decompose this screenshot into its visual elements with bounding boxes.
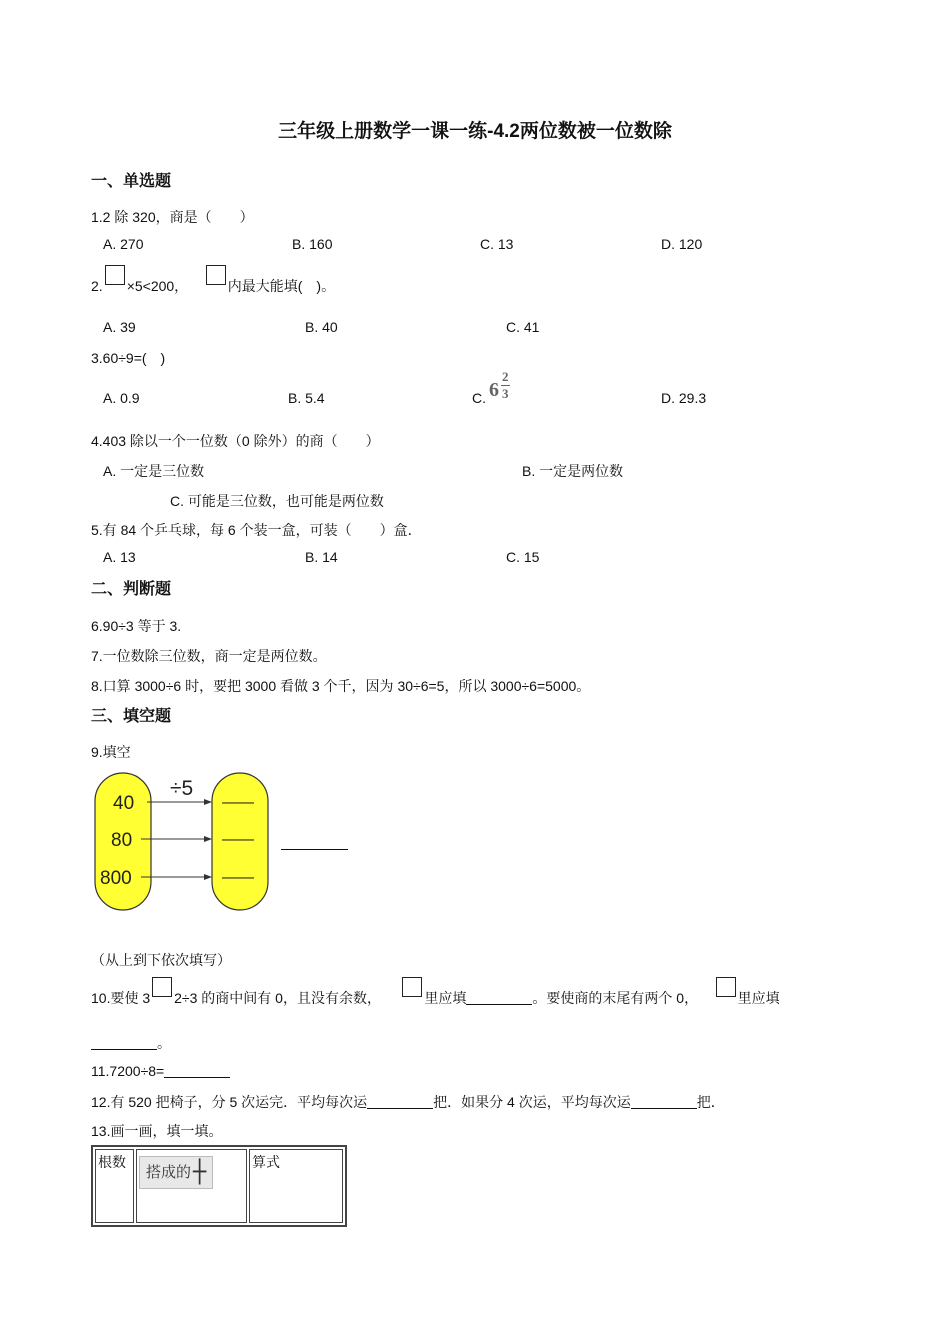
q4-option-a[interactable]: A. 一定是三位数: [103, 463, 205, 479]
output-blank[interactable]: ——: [222, 831, 254, 848]
question-6: 6.90÷3 等于 3.: [91, 618, 182, 634]
q3-option-c-denominator: 3: [502, 386, 509, 401]
q3-option-a[interactable]: A. 0.9: [103, 390, 140, 406]
question-11: [91, 1063, 230, 1079]
q12-end: 把．: [696, 1094, 725, 1110]
blank-box-icon: [105, 265, 125, 285]
question-5: 5.有 84 个乒乓球，每 6 个装一盒，可装（ ）盒．: [91, 522, 422, 538]
blank-box-icon: [402, 977, 422, 997]
q12-blank-2[interactable]: [631, 1094, 697, 1109]
q3-option-b[interactable]: B. 5.4: [288, 390, 325, 406]
question-4: 4.403 除以一个一位数（0 除外）的商（ ）: [91, 433, 380, 449]
table-header-shape: [136, 1149, 247, 1223]
q10-end: 。: [157, 1035, 171, 1051]
q10-blank-1[interactable]: [466, 990, 532, 1005]
q11-text: 11.7200÷8=: [91, 1063, 165, 1079]
q10-part3: 。要使商的末尾有两个 0，: [532, 990, 699, 1006]
cross-shape-icon: ┼: [193, 1160, 207, 1185]
q5-option-b[interactable]: B. 14: [305, 549, 338, 565]
q1-option-d[interactable]: D. 120: [661, 236, 703, 252]
q2-prefix: 2.: [91, 278, 103, 294]
table-header-formula: 算式: [249, 1149, 343, 1223]
arrow-head-icon: [204, 836, 212, 842]
blank-box-icon: [152, 977, 172, 997]
question-7: 7.一位数除三位数，商一定是两位数。: [91, 648, 327, 664]
question-8: 8.口算 3000÷6 时，要把 3000 看做 3 个千，因为 30÷6=5，所以 3000÷6=5000。: [91, 678, 591, 694]
q10-part1: 2÷3 的商中间有 0，且没有余数，: [174, 990, 381, 1006]
output-blank[interactable]: ——: [222, 869, 254, 886]
arrow-head-icon: [204, 799, 212, 805]
q10-blank-2[interactable]: [91, 1035, 157, 1050]
blank-box-icon: [206, 265, 226, 285]
q3-option-c[interactable]: C.: [472, 390, 486, 406]
section-heading-single-choice: 一、单选题: [91, 173, 172, 190]
q12-blank-1[interactable]: [367, 1094, 433, 1109]
q2-middle: ×5<200，: [126, 278, 189, 294]
table-row: [95, 1149, 343, 1223]
q10-part2: 里应填: [424, 990, 467, 1006]
q3-option-c-numerator: 2: [502, 369, 509, 384]
q3-option-c-whole: 6: [489, 379, 499, 401]
question-10: [91, 977, 780, 1008]
arrow-head-icon: [204, 874, 212, 880]
q2-option-b[interactable]: B. 40: [305, 319, 338, 335]
q11-blank[interactable]: [164, 1063, 230, 1078]
question-2: [91, 265, 335, 296]
q1-option-a[interactable]: A. 270: [103, 236, 144, 252]
question-3: 3.60÷9=( ): [91, 350, 166, 366]
page-title: 三年级上册数学一课一练-4.2两位数被一位数除: [278, 121, 672, 142]
q12-middle: 把．如果分 4 次运，平均每次运: [433, 1094, 631, 1110]
q2-suffix: 内最大能填( )。: [227, 278, 336, 294]
q2-option-c[interactable]: C. 41: [506, 319, 540, 335]
q9-note: （从上到下依次填写）: [91, 952, 231, 968]
section-heading-fill-blank: 三、填空题: [91, 708, 172, 725]
q10-part4: 里应填: [737, 990, 780, 1006]
q2-option-a[interactable]: A. 39: [103, 319, 136, 335]
q5-option-a[interactable]: A. 13: [103, 549, 136, 565]
output-blank[interactable]: ——: [222, 794, 254, 811]
q1-option-b[interactable]: B. 160: [292, 236, 333, 252]
input-value: 800: [100, 868, 132, 889]
q4-option-c[interactable]: C. 可能是三位数，也可能是两位数: [170, 493, 384, 509]
q10-prefix: 10.要使 3: [91, 990, 151, 1006]
section-heading-true-false: 二、判断题: [91, 581, 172, 598]
q12-prefix: 12.有 520 把椅子，分 5 次运完．平均每次运: [91, 1094, 368, 1110]
blank-box-icon: [716, 977, 736, 997]
question-1: 1.2 除 320，商是（ ）: [91, 209, 254, 225]
q9-answer-blank[interactable]: [281, 849, 348, 850]
q10-continuation: [91, 1033, 171, 1053]
shape-label-image: 搭成的┼: [139, 1156, 213, 1189]
table-header-count: 根数: [95, 1149, 134, 1223]
q3-option-d[interactable]: D. 29.3: [661, 390, 707, 406]
q5-option-c[interactable]: C. 15: [506, 549, 540, 565]
q1-option-c[interactable]: C. 13: [480, 236, 514, 252]
question-13: 13.画一画，填一填。: [91, 1123, 223, 1139]
input-value: 80: [111, 830, 133, 851]
question-12: [91, 1092, 725, 1112]
q13-table: [91, 1145, 347, 1227]
question-9: 9.填空: [91, 744, 131, 760]
input-value: 40: [113, 793, 135, 814]
q4-option-b[interactable]: B. 一定是两位数: [522, 463, 624, 479]
operator-label: ÷5: [170, 777, 194, 800]
division-mapping-diagram: [91, 770, 361, 915]
